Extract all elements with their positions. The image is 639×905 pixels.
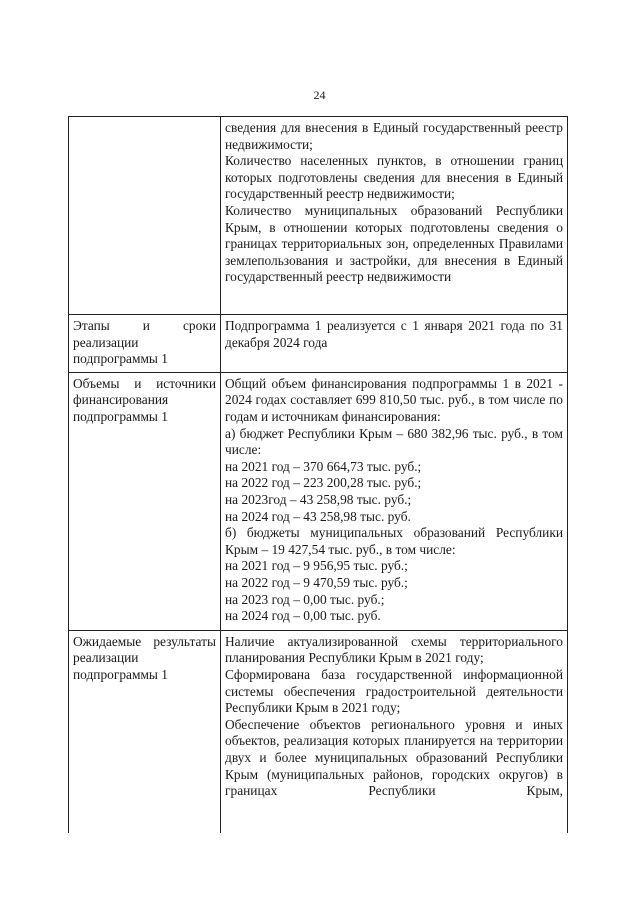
funding-line: б) бюджеты муниципальных образований Республики Крым – 19 427,54 тыс. руб., в том числе: [225,525,563,557]
row-content-stages [221,315,568,373]
funding-line: на 2024 год – 43 258,98 тыс. руб. [225,508,411,524]
indicator-line: сведения для внесения в Единый государственный реестр недвижимости; [225,120,563,152]
funding-line: на 2023 год – 0,00 тыс. руб.; [225,591,385,607]
funding-line: на 2022 год – 9 470,59 тыс. руб.; [225,574,408,590]
row-label-results: Ожидаемые результаты реализации подпрограммы 1 [73,633,216,682]
funding-line: Общий объем финансирования подпрограммы 1 в 2021 - 2024 годах составляет 699 810,50 тыс. руб., в том числе по годам и источникам финансирования: [225,375,563,424]
row-label-cell [69,315,221,373]
table-row-stages [69,315,568,373]
funding-line: на 2024 год – 0,00 тыс. руб. [225,608,381,624]
row-label-funding: Объемы и источники финансирования подпрограммы 1 [73,375,216,424]
funding-line: на 2021 год – 9 956,95 тыс. руб.; [225,558,408,574]
row-content-results [221,630,568,833]
row-content-indicators [221,117,568,315]
page-number: 24 [313,88,326,102]
funding-line: на 2021 год – 370 664,73 тыс. руб.; [225,458,422,474]
result-line: Обеспечение объектов регионального уровня и иных объектов, реализация которых планируется на территории двух и более муниципальных образований Республики Крым (муниципальных районов, городских округов) в границах Республики Крым, [225,716,563,799]
row-label-cell [69,372,221,630]
table-row-funding [69,372,568,630]
table-row-expected-results [69,630,568,833]
result-line: Сформирована база государственной информационной системы обеспечения градостроительной деятельности Республики Крым в 2021 году; [225,666,563,716]
result-line: Наличие актуализированной схемы территориального планирования Республики Крым в 2021 году; [225,633,563,666]
funding-line: на 2022 год – 223 200,28 тыс. руб.; [225,475,422,491]
subprogram-passport-table [68,116,568,833]
table-row-indicators-continuation [69,117,568,315]
funding-line: на 2023год – 43 258,98 тыс. руб.; [225,491,412,507]
funding-line: а) бюджет Республики Крым – 680 382,96 тыс. руб., в том числе: [225,425,563,458]
row-label-empty [69,117,221,315]
stages-text: Подпрограмма 1 реализуется с 1 января 2021 года по 31 декабря 2024 года [225,318,563,350]
row-content-funding [221,372,568,630]
indicator-line: Количество муниципальных образований Республики Крым, в отношении которых подготовлены сведения о границах территориальных зон, определенных Правилами землепользования и застройки, для внесения в Единый государственный реестр недвижимости [225,202,563,285]
row-label-cell [69,630,221,833]
indicator-line: Количество населенных пунктов, в отношении границ которых подготовлены сведения для внесения в Единый государственный реестр недвижимости; [225,153,563,202]
row-label-stages: Этапы и сроки реализации подпрограммы 1 [73,318,216,367]
